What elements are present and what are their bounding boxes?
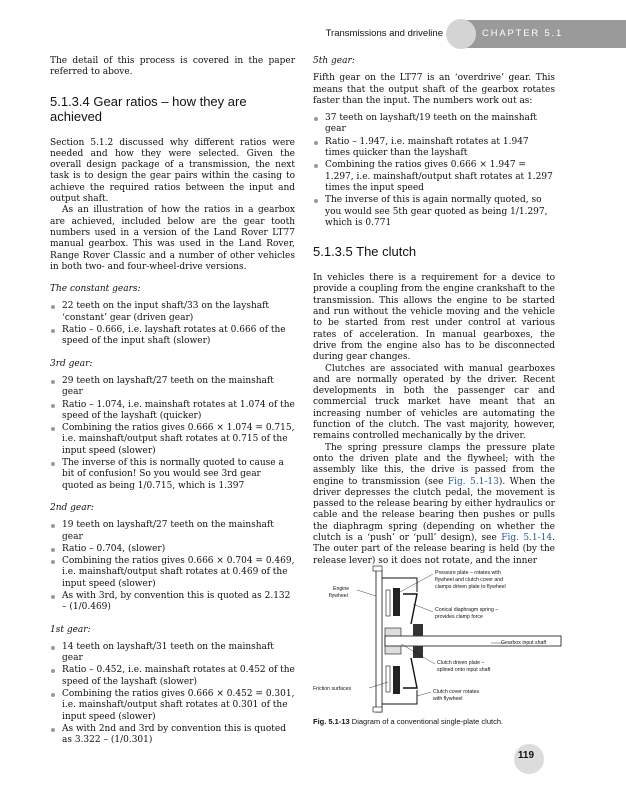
label-pressure-plate-3: clamps driven plate to flywheel [435, 584, 506, 590]
third-gear-list [50, 376, 295, 492]
clutch-paragraph-2: Clutches are associated with manual gearboxes and are normally operated by the driver. Recent developments in both the passenger car and commercial truck market have meant that an increasing number of vehicles are automating the function of the clutch. The vast majority, however, remains controlled mechanically by the driver. [313, 363, 555, 442]
constant-gears-list [50, 301, 295, 347]
label-gearbox-input-shaft: Gearbox input shaft [501, 640, 547, 646]
clutch-text-segment: ). When the driver depresses the clutch pedal, the movement is passed to the release bearing by either hydraulics or cable and the release bearing then pushes or pulls the diaphragm spring (depending on whether the clutch is a ‘push’ or ‘pull’ design), see [313, 476, 555, 543]
first-gear-heading: 1st gear: [50, 624, 91, 635]
left-column [50, 56, 295, 748]
figure-link-5-1-14[interactable]: Fig. 5.1-14 [501, 532, 553, 543]
list-item: The inverse of this is normally quoted to cause a bit of confusion! So you would see 3rd gear quoted as being 1/0.715, which is 1.397 [50, 458, 295, 492]
list-item: Ratio – 0.704, (slower) [50, 544, 295, 555]
label-pressure-plate-1: Pressure plate – rotates with [435, 570, 501, 576]
label-clutch-cover-2: with flywheel [433, 696, 463, 702]
figure-caption [313, 717, 503, 726]
driven-plate-bottom [386, 666, 390, 692]
label-driven-plate-1: Clutch driven plate – [437, 660, 485, 666]
list-item: As with 3rd, by convention this is quoted as 2.132 – (1/0.469) [50, 591, 295, 614]
label-flywheel: flywheel [329, 593, 348, 599]
caption-text: Diagram of a conventional single-plate clutch. [349, 717, 504, 726]
second-gear-list [50, 520, 295, 613]
clutch-paragraph-1: In vehicles there is a requirement for a device to provide a coupling from the engine crankshaft to the transmission. This allows the engine to be started and run without the vehicle moving and the vehicle to be started from rest under control at various rates of acceleration. In manual gearboxes, the drive from the engine also has to be disconnected during gear changes. [313, 273, 555, 363]
clutch-paragraph-3 [313, 443, 555, 567]
flywheel-rim-top [373, 566, 382, 571]
page-number: 119 [517, 750, 535, 761]
list-item: Combining the ratios gives 0.666 × 0.704 = 0.469, i.e. mainshaft/output shaft rotates at 0.469 of the input speed (slower) [50, 556, 295, 590]
gear-ratios-paragraph-1: Section 5.1.2 discussed why different ratios were needed and how they were selected. Given the overall design package of a transmission, the next task is to design the gear pairs within the casing to achieve the required ratios between the input and output shaft. [50, 137, 295, 205]
caption-number: Fig. 5.1-13 [313, 717, 350, 726]
section-heading-gear-ratios: 5.1.3.4 Gear ratios – how they are achieved [50, 93, 247, 124]
label-clutch-cover-1: Clutch cover rotates [433, 689, 480, 695]
running-title: Transmissions and driveline [325, 28, 443, 39]
label-pressure-plate-2: flywheel and clutch cover and [435, 577, 504, 583]
second-gear-heading: 2nd gear: [50, 502, 94, 513]
chapter-tab-circle [446, 19, 476, 49]
clutch-text-segment: . The outer part of the release bearing is held (by the release lever) so it does not rotate, and the inner [313, 532, 555, 566]
fifth-gear-list [313, 113, 555, 229]
label-friction-surfaces: Friction surfaces [313, 686, 352, 692]
clutch-text-segment: The spring pressure clamps the pressure plate onto the driven plate and the flywheel; with the assembly like this, the drive is passed from the engine to transmission (see [313, 442, 555, 487]
list-item: 37 teeth on layshaft/19 teeth on the mainshaft gear [313, 113, 555, 136]
label-engine: Engine [333, 586, 350, 592]
list-item: As with 2nd and 3rd by convention this is quoted as 3.322 – (1/0.301) [50, 724, 295, 747]
list-item: 29 teeth on layshaft/27 teeth on the mainshaft gear [50, 376, 295, 399]
list-item: Ratio – 1.947, i.e. mainshaft rotates at 1.947 times quicker than the layshaft [313, 137, 555, 160]
list-item: Combining the ratios gives 0.666 × 1.074 = 0.715, i.e. mainshaft/output shaft rotates at 0.715 of the input speed (slower) [50, 423, 295, 457]
label-driven-plate-2: splined onto input shaft [437, 667, 491, 673]
first-gear-list [50, 642, 295, 747]
chapter-label: CHAPTER 5.1 [482, 28, 564, 39]
pressure-plate-bottom [393, 666, 400, 694]
driven-plate-top [386, 590, 390, 616]
fifth-gear-paragraph: Fifth gear on the LT77 is an ‘overdrive’ gear. This means that the output shaft of the gearbox rotates faster than the input. The numbers work out as: [313, 73, 555, 106]
list-item: Ratio – 0.666, i.e. layshaft rotates at 0.666 of the speed of the input shaft (slower) [50, 325, 295, 348]
flywheel-rim-bottom [373, 707, 382, 712]
pressure-plate-top [393, 588, 400, 616]
list-item: Ratio – 1.074, i.e. mainshaft rotates at 1.074 of the speed of the layshaft (quicker) [50, 400, 295, 423]
list-item: 19 teeth on layshaft/27 teeth on the mainshaft gear [50, 520, 295, 543]
list-item: 22 teeth on the input shaft/33 on the layshaft ‘constant’ gear (driven gear) [50, 301, 295, 324]
list-item: Combining the ratios gives 0.666 × 1.947 = 1.297, i.e. mainshaft/output shaft rotates at 1.297 times the input speed [313, 160, 555, 194]
flywheel-shape [376, 570, 382, 712]
fifth-gear-heading: 5th gear: [313, 56, 355, 66]
intro-paragraph: The detail of this process is covered in the paper referred to above. [50, 56, 295, 78]
release-bearing-top [413, 624, 423, 636]
label-diaphragm-spring-2: provides clamp force [435, 614, 483, 620]
list-item: Ratio – 0.452, i.e. mainshaft rotates at 0.452 of the speed of the layshaft (slower) [50, 665, 295, 688]
third-gear-heading: 3rd gear: [50, 358, 93, 369]
figure-link-5-1-13[interactable]: Fig. 5.1-13 [447, 476, 499, 487]
list-item: 14 teeth on layshaft/31 teeth on the mainshaft gear [50, 642, 295, 665]
list-item: Combining the ratios gives 0.666 × 0.452 = 0.301, i.e. mainshaft/output shaft rotates at 0.301 of the input speed (slower) [50, 689, 295, 723]
right-column [313, 56, 555, 567]
clutch-diagram [313, 564, 563, 714]
label-diaphragm-spring-1: Conical diaphragm spring – [435, 607, 499, 613]
gear-ratios-paragraph-2: As an illustration of how the ratios in a gearbox are achieved, included below are the gear tooth numbers used in a version of the Land Rover LT77 manual gearbox. This was used in the Land Rover, Range Rover Classic and a number of other vehicles in both two- and four-wheel-drive versions. [50, 205, 295, 272]
list-item: The inverse of this is again normally quoted, so you would see 5th gear quoted as being 1/1.297, which is 0.771 [313, 195, 555, 229]
constant-gears-heading: The constant gears: [50, 284, 141, 295]
section-heading-clutch: 5.1.3.5 The clutch [313, 244, 417, 260]
